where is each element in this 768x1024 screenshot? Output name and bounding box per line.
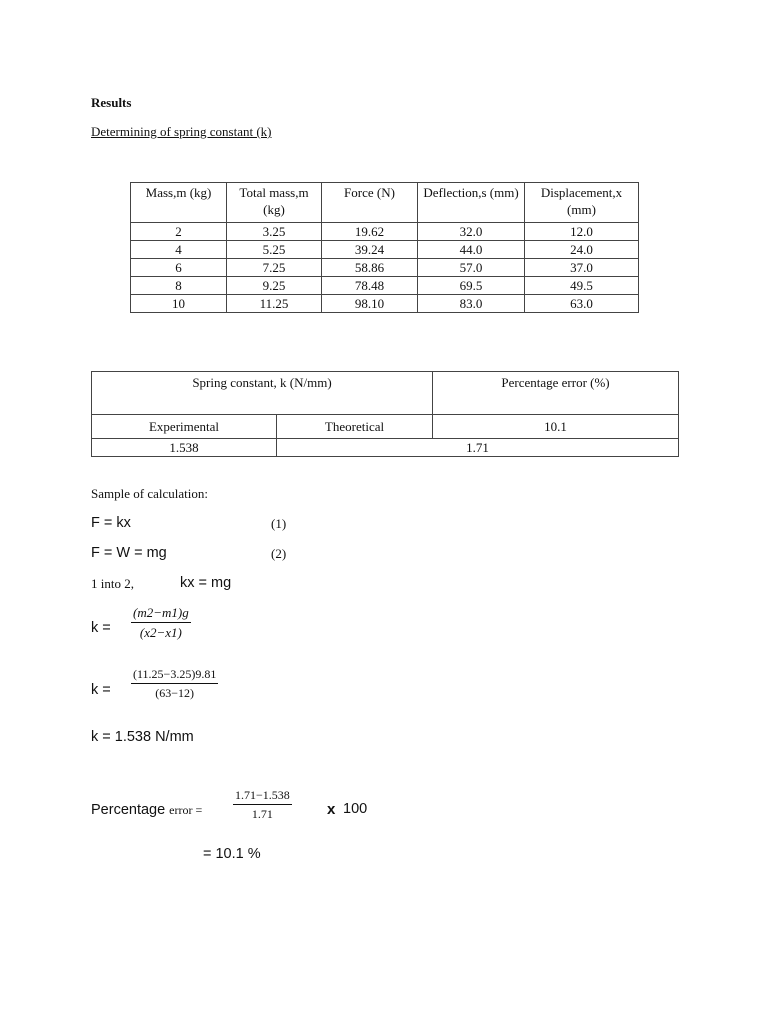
percentage-error-result: = 10.1 %	[203, 846, 261, 862]
table-cell: 98.10	[322, 295, 418, 313]
table-row	[131, 223, 639, 241]
percentage-word: Percentage	[91, 802, 166, 818]
k-substitution-denominator: (63−12)	[155, 686, 195, 700]
table-cell: 11.25	[227, 295, 322, 313]
table-cell: 83.0	[418, 295, 525, 313]
table-cell: 12.0	[525, 223, 639, 241]
table-cell: 78.48	[322, 277, 418, 295]
table-subheader-row	[92, 415, 679, 439]
table-row	[131, 241, 639, 259]
table-cell: 24.0	[525, 241, 639, 259]
theoretical-header: Theoretical	[277, 415, 433, 439]
table-cell: 44.0	[418, 241, 525, 259]
spring-constant-table	[91, 371, 679, 457]
k-formula-numerator: (m2−m1)g	[131, 605, 191, 623]
table-cell: 32.0	[418, 223, 525, 241]
header-displacement: Displacement,x (mm)	[525, 183, 639, 223]
equation-1: F = kx	[91, 515, 131, 531]
spring-constant-header: Spring constant, k (N/mm)	[92, 372, 433, 415]
table-cell: 5.25	[227, 241, 322, 259]
experimental-header: Experimental	[92, 415, 277, 439]
table-cell: 57.0	[418, 259, 525, 277]
k-formula-lhs: k =	[91, 620, 111, 636]
percentage-error-fraction	[233, 788, 292, 822]
theoretical-value: 1.71	[277, 439, 679, 457]
table-cell: 10	[131, 295, 227, 313]
calculation-intro: Sample of calculation:	[91, 486, 208, 501]
k-formula-denominator: (x2−x1)	[139, 625, 182, 640]
error-equals-word: error =	[169, 803, 203, 817]
percentage-error-numerator: 1.71−1.538	[233, 788, 292, 805]
hundred-value: 100	[343, 801, 368, 817]
table-cell: 58.86	[322, 259, 418, 277]
percentage-error-header: Percentage error (%)	[433, 372, 679, 415]
table-cell: 69.5	[418, 277, 525, 295]
table-cell: 6	[131, 259, 227, 277]
percentage-error-value: 10.1	[433, 415, 679, 439]
header-total-mass: Total mass,m (kg)	[227, 183, 322, 223]
table-cell: 9.25	[227, 277, 322, 295]
table-row	[92, 439, 679, 457]
table-row	[131, 295, 639, 313]
substitution-label: 1 into 2,	[91, 576, 134, 591]
table-cell: 49.5	[525, 277, 639, 295]
table-cell: 8	[131, 277, 227, 295]
table-cell: 7.25	[227, 259, 322, 277]
percentage-error-denominator: 1.71	[251, 807, 273, 821]
percentage-error-label	[91, 801, 202, 819]
equation-2-ref: (2)	[271, 546, 287, 561]
experimental-value: 1.538	[92, 439, 277, 457]
k-substitution-fraction	[131, 667, 218, 701]
equation-1-ref: (1)	[271, 516, 287, 531]
k-formula-fraction	[131, 605, 191, 641]
equation-2: F = W = mg	[91, 545, 167, 561]
table-header-row	[92, 372, 679, 415]
header-deflection: Deflection,s (mm)	[418, 183, 525, 223]
header-mass: Mass,m (kg)	[131, 183, 227, 223]
table-row	[131, 259, 639, 277]
times-sign: x	[327, 801, 336, 818]
results-heading: Results	[91, 95, 132, 110]
header-force: Force (N)	[322, 183, 418, 223]
table-cell: 2	[131, 223, 227, 241]
table-cell: 19.62	[322, 223, 418, 241]
k-result: k = 1.538 N/mm	[91, 729, 194, 745]
k-substitution-lhs: k =	[91, 682, 111, 698]
table-cell: 39.24	[322, 241, 418, 259]
table-cell: 63.0	[525, 295, 639, 313]
spring-data-table	[130, 182, 639, 313]
table-header-row	[131, 183, 639, 223]
k-substitution-numerator: (11.25−3.25)9.81	[131, 667, 218, 684]
table-cell: 4	[131, 241, 227, 259]
substitution-equation: kx = mg	[180, 575, 232, 591]
table-cell: 3.25	[227, 223, 322, 241]
section-subheading: Determining of spring constant (k)	[91, 124, 272, 139]
table-row	[131, 277, 639, 295]
table-cell: 37.0	[525, 259, 639, 277]
